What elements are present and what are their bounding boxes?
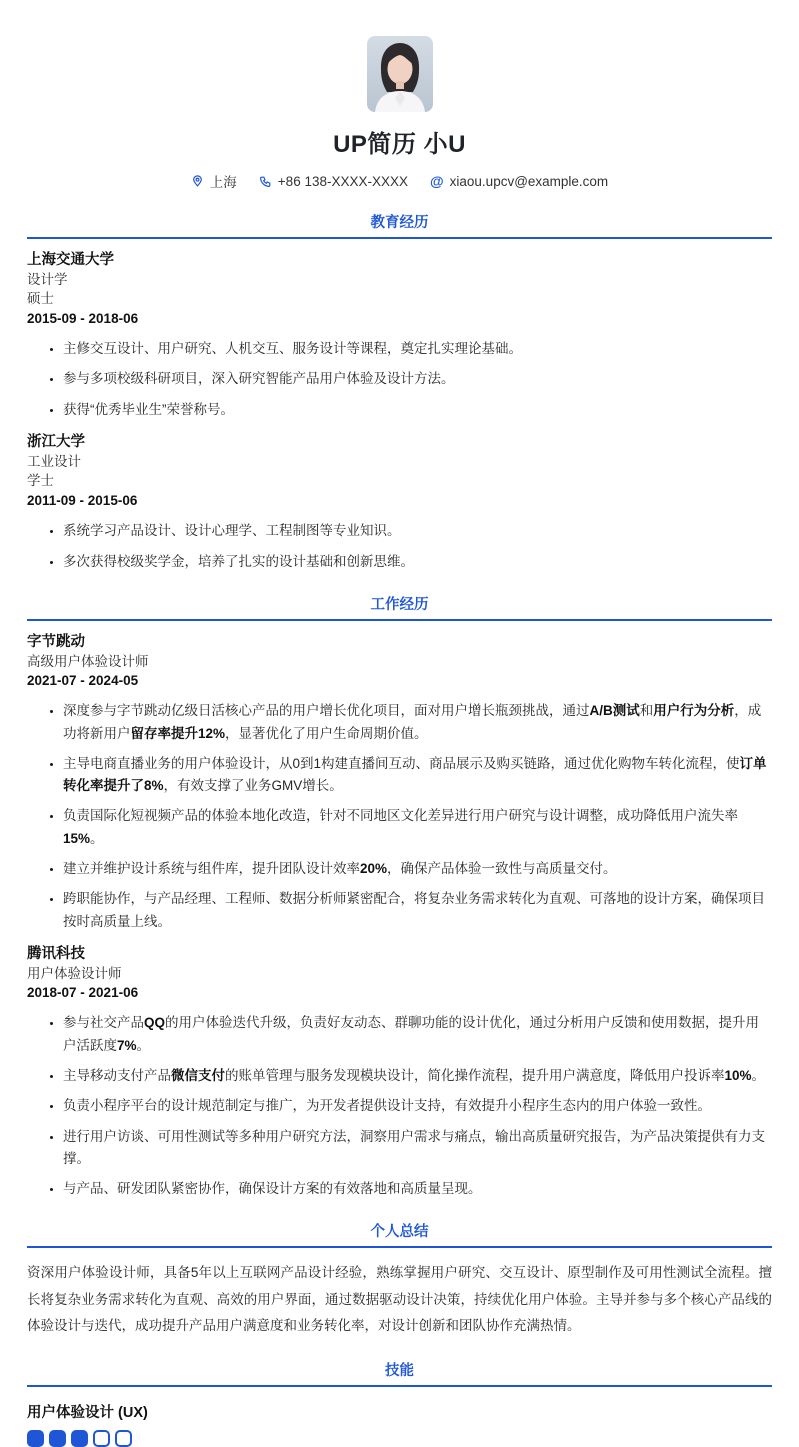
bullet-item: • 主修交互设计、用户研究、人机交互、服务设计等课程，奠定扎实理论基础。 bbox=[63, 338, 772, 360]
education-entry bbox=[27, 251, 772, 421]
bullet-item: • 多次获得校级奖学金，培养了扎实的设计基础和创新思维。 bbox=[63, 551, 772, 573]
bullet-item: • 获得“优秀毕业生”荣誉称号。 bbox=[63, 399, 772, 421]
section-title-summary: 个人总结 bbox=[27, 1220, 772, 1248]
contact-row bbox=[27, 171, 772, 191]
contact-phone bbox=[259, 174, 408, 189]
education-bullets bbox=[27, 338, 772, 421]
skill-level-dot bbox=[49, 1430, 66, 1447]
major: 工业设计 bbox=[27, 453, 81, 469]
degree: 硕士 bbox=[27, 291, 54, 307]
section-title-education: 教育经历 bbox=[27, 211, 772, 239]
bullet-item: • 参与多项校级科研项目，深入研究智能产品用户体验及设计方法。 bbox=[63, 368, 772, 390]
work-period: 2018-07 - 2021-06 bbox=[27, 985, 139, 1001]
school-name: 上海交通大学 bbox=[27, 252, 114, 268]
bullet-item: • 与产品、研发团队紧密协作，确保设计方案的有效落地和高质量呈现。 bbox=[63, 1178, 772, 1200]
work-bullets bbox=[27, 700, 772, 932]
company-name: 腾讯科技 bbox=[27, 945, 85, 962]
skill-level-dot bbox=[115, 1430, 132, 1447]
bullet-item: • 参与社交产品QQ的用户体验迭代升级，负责好友动态、群聊功能的设计优化，通过分析用户反馈和使用数据，提升用户活跃度7%。 bbox=[63, 1012, 772, 1057]
education-entry bbox=[27, 433, 772, 573]
degree: 学士 bbox=[27, 473, 54, 489]
bullet-item: • 系统学习产品设计、设计心理学、工程制图等专业知识。 bbox=[63, 520, 772, 542]
contact-email bbox=[430, 174, 608, 189]
contact-location bbox=[191, 171, 237, 191]
work-entry bbox=[27, 945, 772, 1201]
bullet-item: • 主导电商直播业务的用户体验设计，从0到1构建直播间互动、商品展示及购买链路，通过优化购物车转化流程，使订单转化率提升了8%，有效支撑了业务GMV增长。 bbox=[63, 753, 772, 798]
bullet-item: • 负责国际化短视频产品的体验本地化改造，针对不同地区文化差异进行用户研究与设计调整，成功降低用户流失率15%。 bbox=[63, 805, 772, 850]
education-period: 2011-09 - 2015-06 bbox=[27, 492, 138, 508]
candidate-name: UP简历 小U bbox=[333, 131, 466, 158]
photo-wrap bbox=[27, 36, 772, 112]
work-period: 2021-07 - 2024-05 bbox=[27, 673, 139, 689]
job-title: 用户体验设计师 bbox=[27, 965, 122, 981]
education-bullets bbox=[27, 520, 772, 573]
bullet-item: • 负责小程序平台的设计规范制定与推广，为开发者提供设计支持，有效提升小程序生态内的用户体验一致性。 bbox=[63, 1095, 772, 1117]
major: 设计学 bbox=[27, 271, 68, 287]
profile-photo bbox=[367, 36, 433, 112]
contact-phone-text: +86 138-XXXX-XXXX bbox=[277, 173, 408, 189]
bullet-item: • 进行用户访谈、可用性测试等多种用户研究方法，洞察用户需求与痛点，输出高质量研究报告，为产品决策提供有力支撑。 bbox=[63, 1126, 772, 1171]
skill-level-dot bbox=[71, 1430, 88, 1447]
work-entry bbox=[27, 633, 772, 933]
summary-paragraph: 资深用户体验设计师，具备5年以上互联网产品设计经验，熟练掌握用户研究、交互设计、原型制作及可用性测试全流程。擅长将复杂业务需求转化为直观、高效的用户界面，通过数据驱动设计决策，持续优化用户体验。主导并参与多个核心产品线的体验设计与迭代，成功提升产品用户满意度和业务转化率，对设计创新和团队协作充满热情。 bbox=[27, 1265, 772, 1333]
section-title-skills: 技能 bbox=[27, 1359, 772, 1387]
location-icon bbox=[191, 174, 204, 188]
school-name: 浙江大学 bbox=[27, 434, 85, 451]
skill-level-dot bbox=[93, 1430, 110, 1447]
bullet-item: • 深度参与字节跳动亿级日活核心产品的用户增长优化项目，面对用户增长瓶颈挑战，通过A/B测试和用户行为分析，成功将新用户留存率提升12%，显著优化了用户生命周期价值。 bbox=[63, 700, 772, 745]
at-icon: @ bbox=[430, 173, 444, 189]
resume-header bbox=[27, 0, 772, 191]
contact-location-text: 上海 bbox=[209, 175, 237, 190]
job-title: 高级用户体验设计师 bbox=[27, 653, 149, 669]
work-bullets bbox=[27, 1012, 772, 1200]
education-period: 2015-09 - 2018-06 bbox=[27, 310, 139, 326]
bullet-item: • 主导移动支付产品微信支付的账单管理与服务发现模块设计，简化操作流程，提升用户满意度，降低用户投诉率10%。 bbox=[63, 1065, 772, 1087]
contact-email-text: xiaou.upcv@example.com bbox=[449, 173, 609, 189]
company-name: 字节跳动 bbox=[27, 633, 85, 650]
bullet-item: • 建立并维护设计系统与组件库，提升团队设计效率20%，确保产品体验一致性与高质量交付。 bbox=[63, 858, 772, 880]
skill-level-dots bbox=[27, 1430, 772, 1447]
section-title-work: 工作经历 bbox=[27, 593, 772, 621]
bullet-item: • 跨职能协作，与产品经理、工程师、数据分析师紧密配合，将复杂业务需求转化为直观、可落地的设计方案，确保项目按时高质量上线。 bbox=[63, 888, 772, 933]
phone-icon bbox=[259, 175, 272, 188]
skill-level-dot bbox=[27, 1430, 44, 1447]
skill-name: 用户体验设计 (UX) bbox=[27, 1405, 148, 1422]
